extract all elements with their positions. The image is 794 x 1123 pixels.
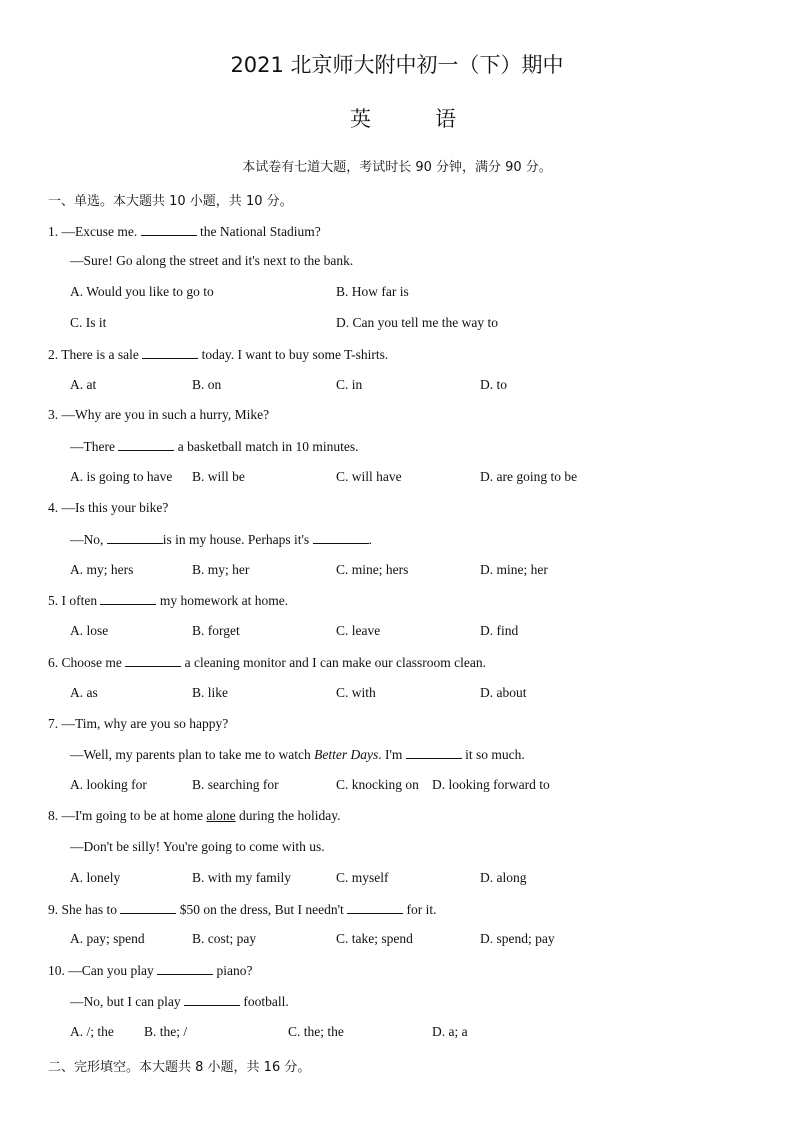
q1-text-b: the National Stadium? [196,224,321,239]
subject-char-2: 语 [435,107,456,131]
q4-text-b: is in my house. Perhaps it's [162,532,313,547]
exam-title: 2021 北京师大附中初一（下）期中 [230,53,564,77]
q2-option-d: D. to [480,377,507,392]
q3-option-a: A. is going to have [70,469,173,484]
q3-option-d: D. are going to be [480,469,578,484]
q5-option-c: C. leave [336,623,381,638]
q2-option-a: A. at [70,377,97,392]
exam-note: 本试卷有七道大题，考试时长 90 分钟，满分 90 分。 [242,160,552,175]
q2-option-c: C. in [336,377,363,392]
q6-option-b: B. like [192,685,228,700]
question-8 [48,808,341,824]
q7-text-c: it so much. [461,747,525,762]
subject-title [350,103,520,133]
q10-option-a: A. /; the [70,1024,114,1039]
q3-text-a: —There [70,439,119,454]
q6-option-a: A. as [70,685,98,700]
q8-option-c: C. myself [336,870,389,885]
q1-option-b: B. How far is [336,284,409,299]
question-4: 4. —Is this your bike? [48,500,169,515]
q9-text-a: 9. She has to [48,902,121,917]
q8-text-a: 8. —I'm going to be at home [48,808,207,823]
q1-dialogue-line: —Sure! Go along the street and it's next to the bank. [70,253,354,268]
q8-option-b: B. with my family [192,870,291,885]
question-10 [48,962,253,979]
question-7: 7. —Tim, why are you so happy? [48,716,229,731]
q8-dialogue-line: —Don't be silly! You're going to come with us. [70,839,325,854]
answer-blank [406,746,462,759]
q6-option-d: D. about [480,685,527,700]
question-1 [48,223,321,240]
q4-dialogue-line [70,531,372,548]
q7-option-a: A. looking for [70,777,147,792]
q8-text-b: during the holiday. [235,808,341,823]
q4-option-a: A. my; hers [70,562,134,577]
q4-text-a: —No, [70,532,107,547]
q1-text-a: 1. —Excuse me. [48,224,141,239]
q10-text-d: football. [239,994,289,1009]
q8-option-a: A. lonely [70,870,121,885]
answer-blank [107,531,163,544]
question-9 [48,901,437,918]
q5-text-b: my homework at home. [156,593,289,608]
q7-film-title: Better Days [314,747,379,762]
question-3: 3. —Why are you in such a hurry, Mike? [48,407,270,422]
q7-option-d: D. looking forward to [432,777,550,792]
section-1-heading: 一、单选。本大题共 10 小题，共 10 分。 [48,194,293,209]
q7-dialogue-line [70,746,525,763]
q6-text-b: a cleaning monitor and I can make our classroom clean. [181,655,487,670]
q3-text-b: a basketball match in 10 minutes. [174,439,359,454]
q4-option-d: D. mine; her [480,562,548,577]
q7-text-a: —Well, my parents plan to take me to watch [70,747,315,762]
q5-option-b: B. forget [192,623,240,638]
answer-blank [157,962,213,975]
q5-option-a: A. lose [70,623,109,638]
q4-option-c: C. mine; hers [336,562,409,577]
question-5 [48,592,288,609]
q10-dialogue-line [70,993,289,1010]
q7-option-c: C. knocking on [336,777,419,792]
q1-option-d: D. Can you tell me the way to [336,315,498,330]
q10-option-d: D. a; a [432,1024,468,1039]
q10-text-b: piano? [213,963,253,978]
q10-option-c: C. the; the [288,1024,344,1039]
question-2 [48,346,388,363]
answer-blank [313,531,369,544]
q9-option-c: C. take; spend [336,931,413,946]
q1-option-c: C. Is it [70,315,107,330]
q5-option-d: D. find [480,623,519,638]
question-6 [48,654,486,671]
q9-text-b: $50 on the dress, But I needn't [176,902,348,917]
q9-option-b: B. cost; pay [192,931,257,946]
q9-option-a: A. pay; spend [70,931,145,946]
answer-blank [184,993,240,1006]
answer-blank [141,223,197,236]
subject-char-1: 英 [350,107,371,131]
q7-text-b: . I'm [378,747,406,762]
q10-text-c: —No, but I can play [70,994,184,1009]
q6-text-a: 6. Choose me [48,655,126,670]
q9-option-d: D. spend; pay [480,931,555,946]
q2-text-b: today. I want to buy some T-shirts. [198,347,389,362]
q3-dialogue-line [70,438,358,455]
q6-option-c: C. with [336,685,376,700]
q8-underlined-word: alone [206,808,236,823]
answer-blank [118,438,174,451]
q9-text-c: for it. [403,902,437,917]
q2-text-a: 2. There is a sale [48,347,143,362]
q4-option-b: B. my; her [192,562,250,577]
q3-option-b: B. will be [192,469,245,484]
q10-text-a: 10. —Can you play [48,963,158,978]
answer-blank [100,592,156,605]
q3-option-c: C. will have [336,469,402,484]
q5-text-a: 5. I often [48,593,101,608]
q8-option-d: D. along [480,870,527,885]
q10-option-b: B. the; / [144,1024,188,1039]
section-2-heading: 二、完形填空。本大题共 8 小题，共 16 分。 [48,1060,311,1075]
q1-option-a: A. Would you like to go to [70,284,214,299]
q2-option-b: B. on [192,377,222,392]
answer-blank [120,901,176,914]
answer-blank [347,901,403,914]
answer-blank [125,654,181,667]
answer-blank [142,346,198,359]
q7-option-b: B. searching for [192,777,279,792]
q4-text-c: . [368,532,372,547]
